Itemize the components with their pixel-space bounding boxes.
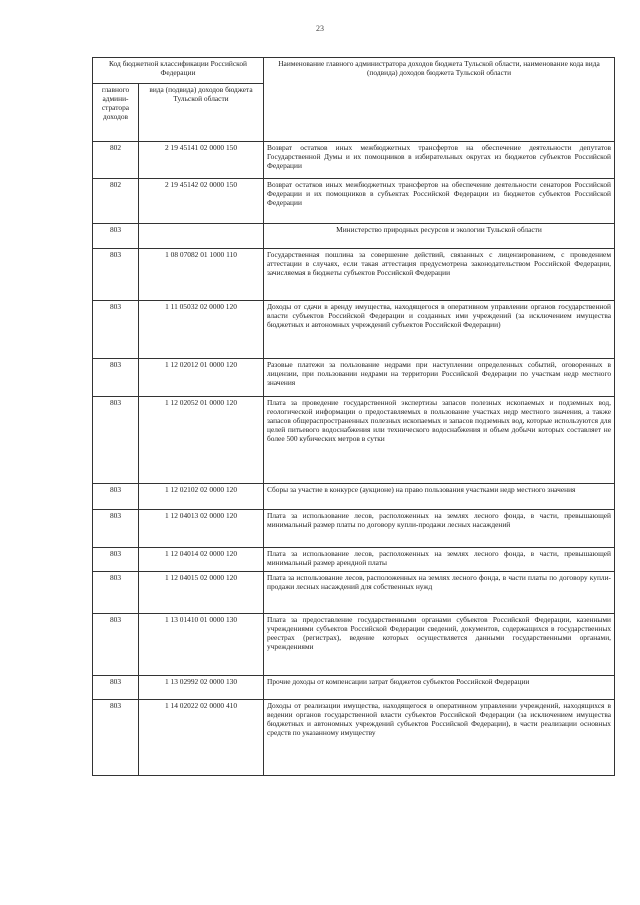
table-row — [93, 700, 615, 776]
revenue-code-cell: 2 19 45141 02 0000 150 — [139, 142, 264, 179]
revenue-code-cell: 1 14 02022 02 0000 410 — [139, 700, 264, 776]
table-row — [93, 510, 615, 548]
revenue-code-cell: 2 19 45142 02 0000 150 — [139, 179, 264, 224]
revenue-name-cell: Плата за использование лесов, расположенных на землях лесного фонда, в части, превышающей минимальный размер платы по договору купли-продажи лесных насаждений — [264, 510, 615, 548]
revenue-name-cell: Доходы от реализации имущества, находящегося в оперативном управлении учреждений, находящихся в ведении органов государственной власти субъектов Российской Федерации (за исключением имущества бюджетных и автономных учреждений субъектов Российской Федерации), в части реализации основных средств по указанному имуществу — [264, 700, 615, 776]
table-row — [93, 548, 615, 572]
admin-code-cell: 802 — [93, 142, 139, 179]
admin-code-cell: 803 — [93, 548, 139, 572]
revenue-name-cell: Возврат остатков иных межбюджетных трансфертов на обеспечение деятельности сенаторов Российской Федерации и их помощников в субъектах Российской Федерации из бюджетов субъектов Российской Федерации — [264, 179, 615, 224]
table-row — [93, 301, 615, 359]
revenue-name-cell: Плата за проведение государственной экспертизы запасов полезных ископаемых и подземных вод, геологической информации о предоставляемых в пользование участках недр местного значения, а также запасов общераспространенных полезных ископаемых и запасов подземных вод, которые используются для целей питьевого водоснабжения или технического водоснабжения и объем добычи которых составляет не более 500 кубических метров в сутки — [264, 397, 615, 484]
admin-code-header: главного админи-стратора доходов — [93, 84, 139, 142]
department-name-cell: Министерство природных ресурсов и экологии Тульской области — [264, 224, 615, 249]
revenue-code-cell: 1 13 02992 02 0000 130 — [139, 676, 264, 700]
admin-code-cell: 803 — [93, 614, 139, 676]
table-row — [93, 359, 615, 397]
revenue-code-cell: 1 12 04014 02 0000 120 — [139, 548, 264, 572]
admin-code-cell: 803 — [93, 359, 139, 397]
page-number: 23 — [316, 24, 324, 33]
table-row — [93, 179, 615, 224]
revenue-code-cell: 1 11 05032 02 0000 120 — [139, 301, 264, 359]
revenue-code-header: вида (подвида) доходов бюджета Тульской области — [139, 84, 264, 142]
revenue-code-cell: 1 12 02102 02 0000 120 — [139, 484, 264, 510]
admin-code-cell: 803 — [93, 510, 139, 548]
admin-code-cell: 803 — [93, 484, 139, 510]
revenue-code-cell: 1 12 04015 02 0000 120 — [139, 572, 264, 614]
revenue-name-cell: Плата за использование лесов, расположенных на землях лесного фонда, в части платы по договору купли-продажи лесных насаждений для собственных нужд — [264, 572, 615, 614]
admin-code-cell: 803 — [93, 397, 139, 484]
revenue-code-cell: 1 12 02012 01 0000 120 — [139, 359, 264, 397]
revenue-code-cell: 1 13 01410 01 0000 130 — [139, 614, 264, 676]
admin-code-cell: 803 — [93, 572, 139, 614]
table-row — [93, 484, 615, 510]
table-row — [93, 572, 615, 614]
classification-code-header: Код бюджетной классификации Российской Федерации — [93, 58, 264, 84]
table-row — [93, 676, 615, 700]
revenue-name-cell: Сборы за участие в конкурсе (аукционе) на право пользования участками недр местного значения — [264, 484, 615, 510]
admin-code-cell: 803 — [93, 676, 139, 700]
admin-code-cell: 803 — [93, 301, 139, 359]
revenue-name-cell: Разовые платежи за пользование недрами при наступлении определенных событий, оговоренных в лицензии, при пользовании недрами на территории Российской Федерации по участкам недр местного значения — [264, 359, 615, 397]
admin-code-cell: 803 — [93, 224, 139, 249]
revenue-name-cell: Возврат остатков иных межбюджетных трансфертов на обеспечение деятельности депутатов Государственной Думы и их помощников в избирательных округах из бюджетов субъектов Российской Федерации — [264, 142, 615, 179]
admin-code-cell: 803 — [93, 249, 139, 301]
revenue-name-cell: Плата за использование лесов, расположенных на землях лесного фонда, в части, превышающей минимальный размер арендной платы — [264, 548, 615, 572]
table-row — [93, 224, 615, 249]
revenue-name-cell: Прочие доходы от компенсации затрат бюджетов субъектов Российской Федерации — [264, 676, 615, 700]
table-row — [93, 249, 615, 301]
admin-code-cell: 803 — [93, 700, 139, 776]
administrator-name-header: Наименование главного администратора доходов бюджета Тульской области, наименование кода вида (подвида) доходов бюджета Тульской области — [264, 58, 615, 142]
revenue-code-cell: 1 08 07082 01 1000 110 — [139, 249, 264, 301]
revenue-name-cell: Плата за предоставление государственными органами субъектов Российской Федерации, казенными учреждениями субъектов Российской Федерации сведений, документов, содержащихся в государственных реестрах (регистрах), ведение которых осуществляется данными государственными органами, учреждениями — [264, 614, 615, 676]
table-row — [93, 142, 615, 179]
table-row — [93, 397, 615, 484]
table-row — [93, 614, 615, 676]
revenue-code-cell: 1 12 04013 02 0000 120 — [139, 510, 264, 548]
admin-code-cell: 802 — [93, 179, 139, 224]
revenue-name-cell: Доходы от сдачи в аренду имущества, находящегося в оперативном управлении органов государственной власти субъектов Российской Федерации и созданных ими учреждений (за исключением имущества бюджетных и автономных учреждений субъектов Российской Федерации) — [264, 301, 615, 359]
revenue-code-cell: 1 12 02052 01 0000 120 — [139, 397, 264, 484]
revenue-code-cell — [139, 224, 264, 249]
revenue-name-cell: Государственная пошлина за совершение действий, связанных с лицензированием, с проведением аттестации в случаях, если такая аттестация предусмотрена законодательством Российской Федерации, зачисляемая в бюджеты субъектов Российской Федерации — [264, 249, 615, 301]
budget-classification-table — [92, 57, 615, 776]
